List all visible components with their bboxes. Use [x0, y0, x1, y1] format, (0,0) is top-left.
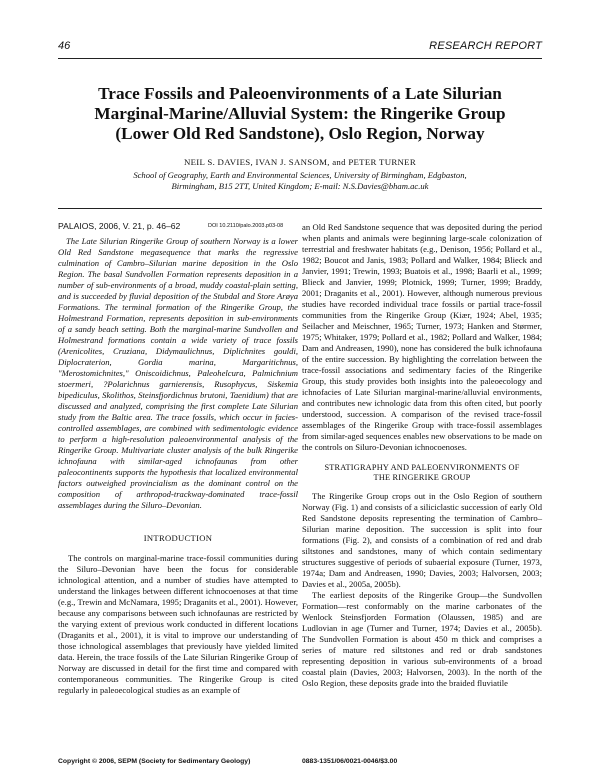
doi: DOI 10.2110/palo.2003.p03-08	[208, 223, 284, 229]
strat-paragraph: The Ringerike Group crops out in the Oslo Region of southern Norway (Fig. 1) and consists of a siliciclastic succession of early Old Red Sandstone deposits representing the termination of Cambro–Silurian marine deposition. The succession is split into four formations (Fig. 2), and consists of a combination of red and drab siltstones and sandstones, many of which contain sedimentary structures suggestive of periods of subaerial exposure (Turner, 1973, 1974a; Dam and Andreasen, 1990; Davies, 2003; Halvorsen, 2003; Davies et al., 2005a, 2005b).	[302, 491, 542, 589]
strat-heading-line: THE RINGERIKE GROUP	[373, 473, 471, 482]
title-line: Trace Fossils and Paleoenvironments of a Late Silurian	[98, 84, 502, 103]
intro-heading: INTRODUCTION	[143, 533, 213, 543]
issn-footer: 0883-1351/06/0021-0046/$3.00	[302, 758, 398, 765]
running-header	[58, 40, 542, 56]
abstract: The Late Silurian Ringerike Group of southern Norway is a lower Old Red Sandstone megasequence that marks the regressive culmination of Cambro–Silurian marine deposition in the Oslo Region. The basal Sundvollen Formation represents deposition in a number of sub-environments of a broad, muddy coastal-plain setting, and is succeeded by fluvial deposition of the Stubdal and Store Arøya Formations. The terminal formation of the Ringerike Group, the Holmestrand Formation, represents deposition in sub-environments of a sandy beach setting. Both the marginal-marine Sundvollen and Holmestrand formations contain a wide variety of trace fossils (Arenicolites, Cruziana, Didymaulichnus, Diplichnites gouldi, Diplocraterion, Gordia marina, Margaritichnus, "Merostomichnites," Oniscoidichnus, Paleohelcura, Palmichnium stoermeri, ?Polarichnus garnierensis, Rusophycus, Siskemia bipediculus, Skolithos, Steinsfjordichnus brutoni, Taenidium) that are discussed and analyzed, comprising the first complete Late Silurian study from the Baltic area. The trace fossils, which occur in facies-controlled assemblages, are combined with sedimentologic evidence to perform a high-resolution paleoenvironmental analysis of the Ringerike Group. Multivariate cluster analysis of the bulk Ringerike ichnofauna with similar-aged ichnofaunas from other paleocontinents supports the hypothesis that localized environmental factors outweighed provincialism as the dominant control on the composition of arthropod-trackway-dominated trace-fossil assemblages during the Siluro–Devonian.	[58, 236, 298, 510]
strat-heading	[302, 463, 542, 483]
title-line: (Lower Old Red Sandstone), Oslo Region, Norway	[115, 124, 485, 143]
section-label: RESEARCH REPORT	[429, 40, 542, 52]
article-title	[58, 84, 542, 144]
journal-citation: PALAIOS, 2006, V. 21, p. 46–62	[58, 221, 181, 231]
page-number: 46	[58, 40, 71, 52]
author-list: NEIL S. DAVIES, IVAN J. SANSOM, and PETER TURNER	[183, 157, 417, 167]
affiliation-line: School of Geography, Earth and Environmental Sciences, University of Birmingham, Edgbaston,	[133, 170, 467, 180]
left-column	[58, 236, 298, 696]
intro-paragraph: The controls on marginal-marine trace-fossil communities during the Siluro–Devonian have been the focus for considerable ichnological attention, and a number of studies have attempted to understand the linkages between different ichnocoenoses at that time (e.g., Trewin and McNamara, 1995; Draganits et al., 2001). However, because any comparisons between such ichnofaunas are restricted by the varying extent of previous work conducted in different locations (Draganits et al., 2001), it is vital to improve our understanding of those ichnological assemblages that previously have yielded limited data. Herein, the trace fossils of the Late Silurian Ringerike Group of Norway are discussed in detail for the first time and compared with contemporaneous communities. The Ringerike Group is cited regularly in paleoecological studies as an example of	[58, 553, 298, 695]
copyright-footer: Copyright © 2006, SEPM (Society for Sedimentary Geology)	[58, 758, 251, 765]
affiliation	[80, 170, 520, 192]
right-column	[302, 222, 542, 689]
header-rule	[58, 58, 542, 59]
title-block-rule	[58, 208, 542, 209]
body-paragraph: an Old Red Sandstone sequence that was deposited during the period when plants and animals were beginning large-scale colonization of terrestrial and freshwater habitats (e.g., Denison, 1956; Pollard et al., 1982; Boucot and Janis, 1983; Pollard and Walker, 1984; Blieck and Janvier, 1991; Trewin, 1993; Buatois et al., 1998; Baarli et al., 1999; Blieck and Janvier, 1999; Plotnick, 1999; Turner, 1999; Braddy, 2001; Draganits et al., 2001). However, although numerous previous studies have recorded individual trace fossils or partial trace-fossil communities from the Ringerike Group (Kiær, 1924; Abel, 1935; Seilacher and Meischner, 1965; Turner, 1973; Hanken and Størmer, 1975; Whitaker, 1979; Pollard et al., 1982; Pollard and Walker, 1984; Dam and Andreasen, 1990), none has considered the bulk ichnofauna of the entire succession. By highlighting the correlation between the trace-fossil associations and sedimentary facies of the Ringerike Group, this study provides both insights into the paleoecology and ichnofacies of Late Silurian marginal-marine/alluvial environments, and contributes new ichnologic data from this often cited, but poorly understood, succession. A comparison of the revised trace-fossil assemblages of the Ringerike Group with trace-fossil assemblages from similar-aged sequences enables new observations to be made on the controls on Siluro-Devonian ichnocoenoses.	[302, 222, 542, 452]
title-line: Marginal-Marine/Alluvial System: the Ringerike Group	[94, 104, 506, 123]
affiliation-line: Birmingham, B15 2TT, United Kingdom; E-mail: N.S.Davies@bham.ac.uk	[171, 181, 429, 191]
strat-paragraph: The earliest deposits of the Ringerike Group—the Sundvollen Formation—rest conformably on the marine carbonates of the Wenlock Steinsfjorden Formation (Olaussen, 1985) and are Ludlovian in age (Turner and Turner, 1974; Davies et al., 2005b). The Sundvollen Formation is about 450 m thick and comprises a series of mature red siltstones and red or drab sandstones representing deposition in various sub-environments of a broad coastal plain (Davies, 2003; Halvorsen, 2003). In the north of the Oslo Region, these deposits grade into the braided fluviatile	[302, 590, 542, 688]
strat-heading-line: STRATIGRAPHY AND PALEOENVIRONMENTS OF	[324, 463, 520, 472]
